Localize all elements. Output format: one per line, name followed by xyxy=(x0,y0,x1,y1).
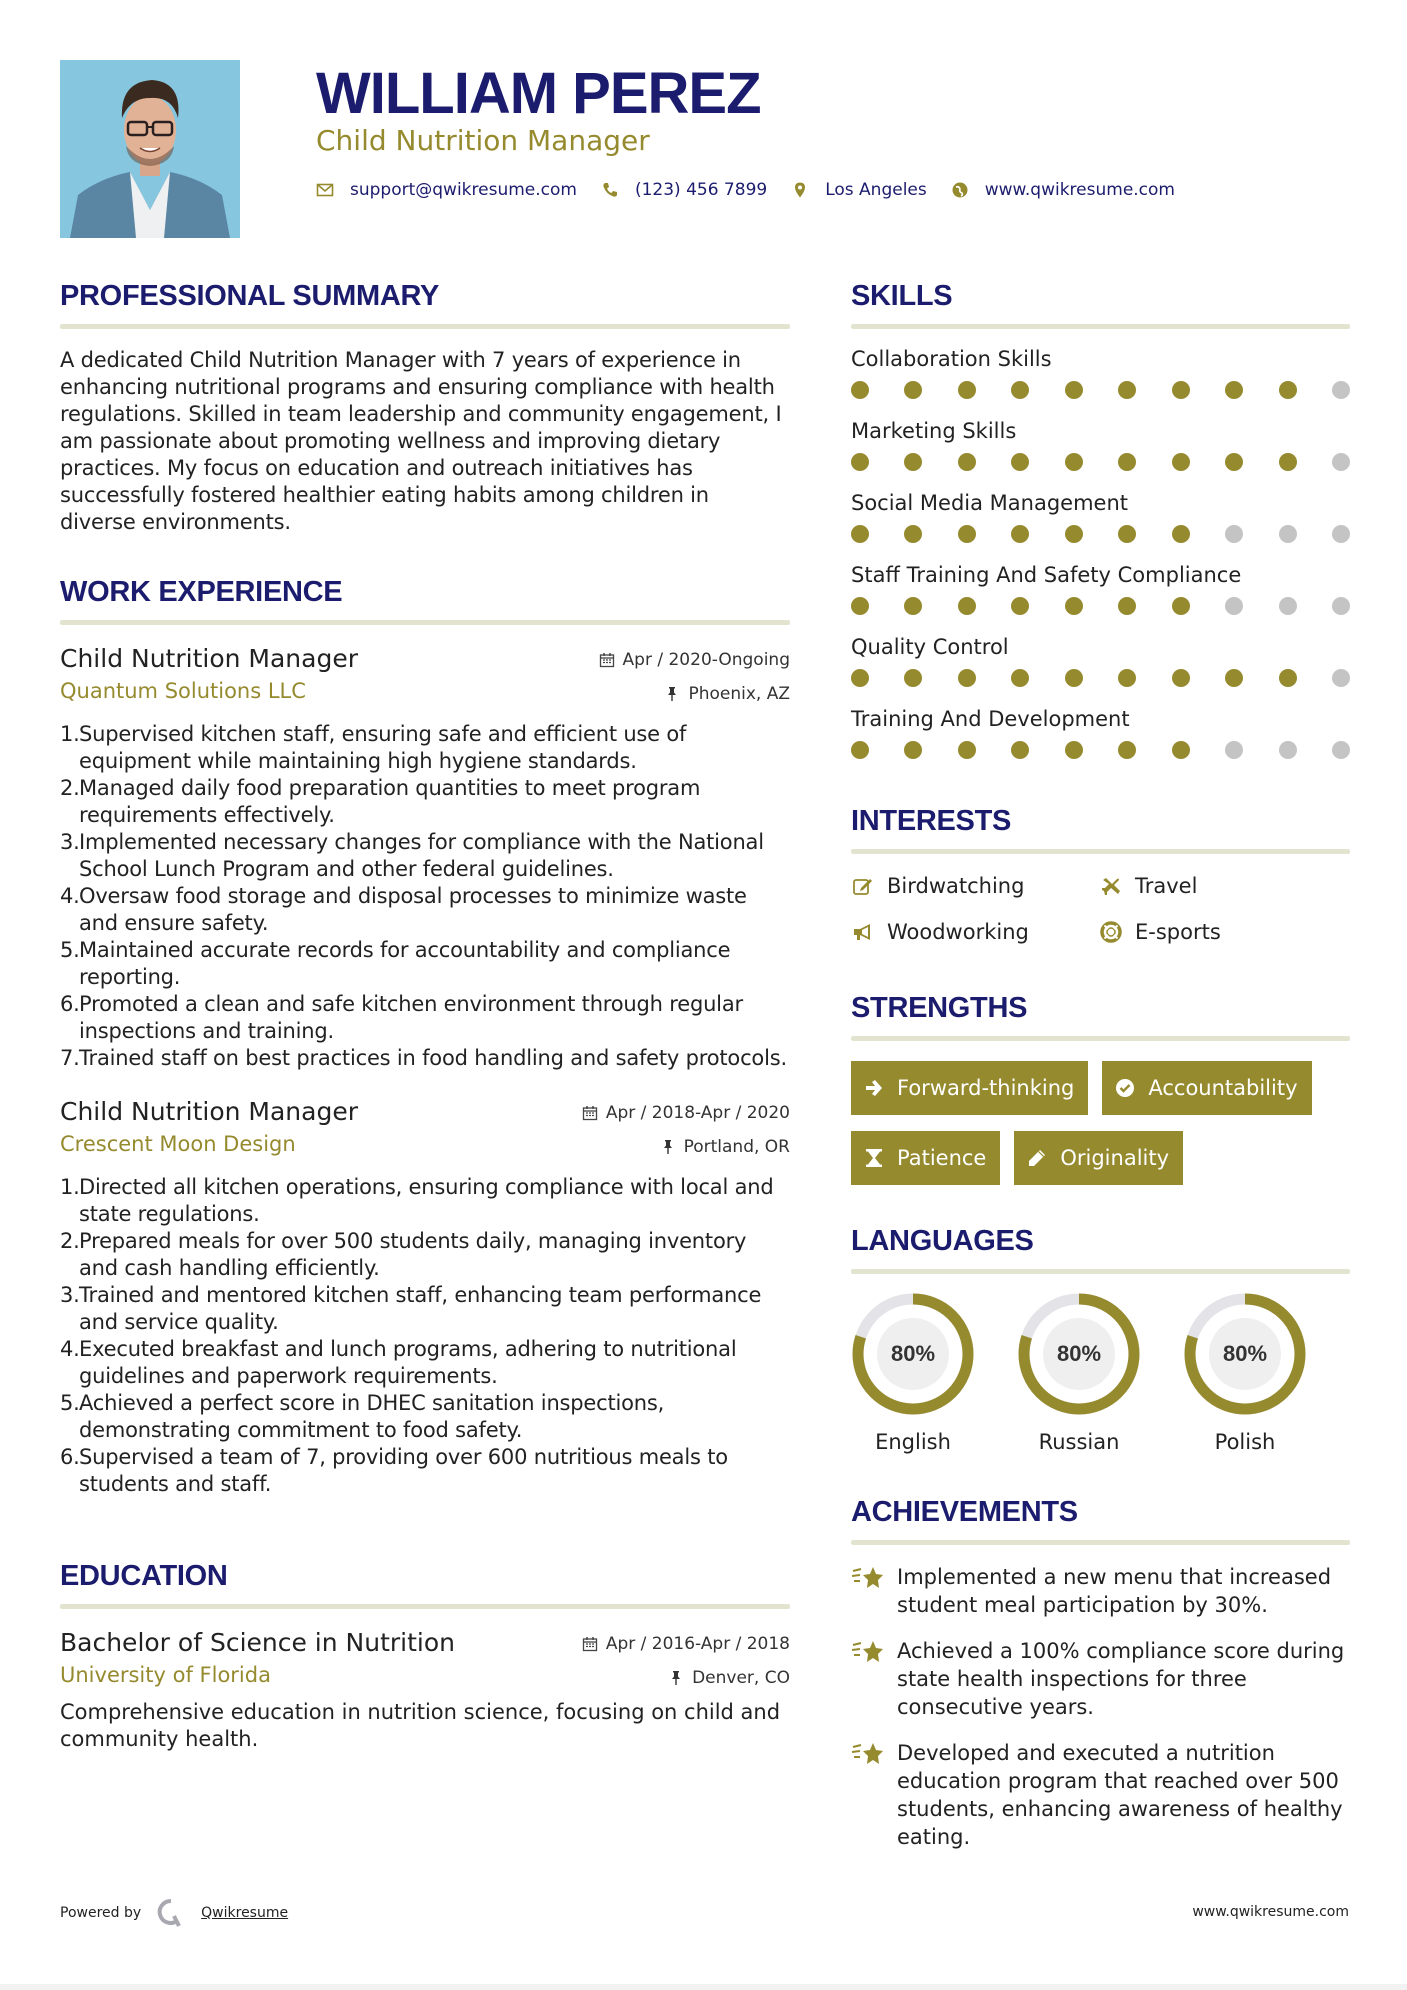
strength-badge: Forward-thinking xyxy=(851,1061,1088,1115)
pushpin-icon xyxy=(660,1139,676,1155)
hourglass-icon xyxy=(863,1147,885,1169)
section-heading: SKILLS xyxy=(851,280,953,312)
job-location: Phoenix, AZ xyxy=(688,684,790,704)
skill-item xyxy=(851,705,1350,759)
duty-item: 5. Maintained accurate records for accountability and compliance reporting. xyxy=(60,938,731,989)
achievement-item: Achieved a 100% compliance score during state health inspections for three consecutive years. xyxy=(851,1637,1350,1721)
rating-dot-filled xyxy=(1118,381,1136,399)
skill-item xyxy=(851,489,1350,543)
skill-name: Quality Control xyxy=(851,635,1009,659)
language-progress-ring xyxy=(1183,1292,1307,1416)
education-section xyxy=(60,1558,790,1753)
phone-icon xyxy=(601,181,619,199)
job-duties xyxy=(60,721,790,1072)
rating-dot-filled xyxy=(958,381,976,399)
plane-icon xyxy=(1099,874,1123,898)
email-text: support@qwikresume.com xyxy=(350,180,577,200)
language-item xyxy=(1183,1292,1349,1454)
duty-item: 5. Achieved a perfect score in DHEC sanitation inspections, demonstrating commitment to food safety. xyxy=(60,1391,665,1442)
skill-name: Collaboration Skills xyxy=(851,347,1052,371)
rating-dot-filled xyxy=(851,741,869,759)
contact-row xyxy=(316,180,1199,200)
strength-badge: Accountability xyxy=(1102,1061,1311,1115)
achievement-item: Developed and executed a nutrition education program that reached over 500 students, enhancing awareness of healthy eating. xyxy=(851,1739,1350,1851)
degree: Bachelor of Science in Nutrition xyxy=(60,1628,456,1657)
rating-dot-filled xyxy=(958,741,976,759)
rating-dot-filled xyxy=(1225,381,1243,399)
duty-item: 1. Supervised kitchen staff, ensuring safe and efficient use of equipment while maintaining high hygiene standards. xyxy=(60,722,687,773)
contact-email[interactable] xyxy=(316,180,577,200)
section-divider xyxy=(60,620,790,625)
rating-dot-filled xyxy=(1065,381,1083,399)
rating-dot-empty xyxy=(1225,525,1243,543)
education-description: Comprehensive education in nutrition science, focusing on child and community health. xyxy=(60,1700,781,1751)
skill-item xyxy=(851,417,1350,471)
rating-dot-empty xyxy=(1332,669,1350,687)
job-role: Child Nutrition Manager xyxy=(60,644,358,673)
rating-dot-filled xyxy=(1011,453,1029,471)
section-heading: LANGUAGES xyxy=(851,1225,1034,1257)
job-date: Apr / 2018-Apr / 2020 xyxy=(605,1103,790,1123)
rating-dot-filled xyxy=(1279,669,1297,687)
interest-item: E-sports xyxy=(1099,918,1339,946)
rating-dot-filled xyxy=(1011,741,1029,759)
rating-dot-empty xyxy=(1332,381,1350,399)
rating-dot-filled xyxy=(1011,597,1029,615)
achievement-item: Implemented a new menu that increased student meal participation by 30%. xyxy=(851,1563,1350,1619)
section-divider xyxy=(851,1036,1350,1041)
job-company: Crescent Moon Design xyxy=(60,1132,296,1156)
duty-item: 4. Executed breakfast and lunch programs, adhering to nutritional guidelines and paperwork requirements. xyxy=(60,1337,737,1388)
job-duties xyxy=(60,1174,790,1498)
strengths-section xyxy=(851,990,1350,1185)
rating-dot-empty xyxy=(1279,741,1297,759)
skill-rating xyxy=(851,741,1350,759)
envelope-icon xyxy=(316,181,334,199)
skill-item xyxy=(851,345,1350,399)
qwikresume-logo-icon xyxy=(157,1898,185,1928)
skill-name: Social Media Management xyxy=(851,491,1129,515)
duty-item: 6. Promoted a clean and safe kitchen environment through regular inspections and training. xyxy=(60,992,743,1043)
skill-item xyxy=(851,561,1350,615)
section-heading: EDUCATION xyxy=(60,1560,228,1592)
footer-website[interactable]: www.qwikresume.com xyxy=(1192,1904,1349,1920)
person-photo-icon xyxy=(60,60,240,238)
rating-dot-filled xyxy=(1065,741,1083,759)
duty-item: 3. Trained and mentored kitchen staff, enhancing team performance and service quality. xyxy=(60,1283,762,1334)
rating-dot-filled xyxy=(1172,381,1190,399)
duty-item: 4. Oversaw food storage and disposal processes to minimize waste and ensure safety. xyxy=(60,884,747,935)
edit-icon xyxy=(851,874,875,898)
right-column xyxy=(851,278,1350,1851)
language-progress-ring xyxy=(1017,1292,1141,1416)
rating-dot-filled xyxy=(958,525,976,543)
shooting-star-icon xyxy=(851,1637,885,1667)
rating-dot-filled xyxy=(851,597,869,615)
section-heading: INTERESTS xyxy=(851,805,1012,837)
skill-item xyxy=(851,633,1350,687)
skill-rating xyxy=(851,453,1350,471)
duty-item: 3. Implemented necessary changes for compliance with the National School Lunch Program and other federal guidelines. xyxy=(60,830,764,881)
rating-dot-filled xyxy=(851,669,869,687)
rating-dot-empty xyxy=(1332,453,1350,471)
phone-text: (123) 456 7899 xyxy=(634,180,768,200)
rating-dot-filled xyxy=(1118,741,1136,759)
rating-dot-filled xyxy=(1065,525,1083,543)
rating-dot-filled xyxy=(904,453,922,471)
rating-dot-filled xyxy=(1118,669,1136,687)
rating-dot-filled xyxy=(1279,453,1297,471)
pushpin-icon xyxy=(664,686,680,702)
shooting-star-icon xyxy=(851,1739,885,1769)
powered-by-text: Powered by xyxy=(60,1905,142,1921)
footer-powered-by xyxy=(60,1898,288,1928)
rating-dot-filled xyxy=(1279,381,1297,399)
rating-dot-empty xyxy=(1279,525,1297,543)
language-name: English xyxy=(875,1430,951,1454)
skill-rating xyxy=(851,381,1350,399)
rating-dot-empty xyxy=(1225,741,1243,759)
rating-dot-filled xyxy=(1118,453,1136,471)
rating-dot-filled xyxy=(1225,669,1243,687)
left-column xyxy=(60,278,790,1753)
rating-dot-filled xyxy=(851,381,869,399)
rating-dot-filled xyxy=(851,525,869,543)
skills-section xyxy=(851,278,1350,759)
rating-dot-empty xyxy=(1332,525,1350,543)
job-location: Portland, OR xyxy=(683,1137,790,1157)
map-marker-icon xyxy=(791,181,809,199)
section-divider xyxy=(60,324,790,329)
languages-section xyxy=(851,1223,1350,1454)
language-name: Russian xyxy=(1038,1430,1120,1454)
language-item xyxy=(1017,1292,1183,1454)
section-heading: ACHIEVEMENTS xyxy=(851,1496,1078,1528)
education-location: Denver, CO xyxy=(692,1668,790,1688)
section-divider xyxy=(851,324,1350,329)
duty-item: 2. Prepared meals for over 500 students daily, managing inventory and cash handling efficiently. xyxy=(60,1229,747,1280)
job-entry xyxy=(60,1096,790,1498)
skill-name: Marketing Skills xyxy=(851,419,1017,443)
duty-item: 1. Directed all kitchen operations, ensuring compliance with local and state regulations. xyxy=(60,1175,774,1226)
skill-rating xyxy=(851,525,1350,543)
language-name: Polish xyxy=(1214,1430,1276,1454)
job-company: Quantum Solutions LLC xyxy=(60,679,306,703)
rating-dot-filled xyxy=(958,597,976,615)
job-date: Apr / 2020-Ongoing xyxy=(622,650,790,670)
language-percent: 80% xyxy=(1222,1341,1268,1366)
section-heading: STRENGTHS xyxy=(851,992,1028,1024)
education-date: Apr / 2016-Apr / 2018 xyxy=(605,1634,790,1654)
summary-section xyxy=(60,278,790,536)
candidate-title: Child Nutrition Manager xyxy=(316,124,650,157)
rating-dot-filled xyxy=(1118,597,1136,615)
location-text: Los Angeles xyxy=(825,180,927,200)
section-divider xyxy=(851,849,1350,854)
rating-dot-filled xyxy=(1065,597,1083,615)
section-heading: PROFESSIONAL SUMMARY xyxy=(60,280,440,312)
skill-name: Training And Development xyxy=(851,707,1130,731)
rating-dot-filled xyxy=(904,669,922,687)
rating-dot-filled xyxy=(1172,453,1190,471)
rating-dot-filled xyxy=(1172,741,1190,759)
calendar-icon xyxy=(599,652,615,668)
calendar-icon xyxy=(582,1636,598,1652)
section-divider xyxy=(851,1540,1350,1545)
duty-item: 2. Managed daily food preparation quantities to meet program requirements effectively. xyxy=(60,776,701,827)
interest-item: Travel xyxy=(1099,872,1339,900)
skill-rating xyxy=(851,669,1350,687)
summary-text: A dedicated Child Nutrition Manager with 7 years of experience in enhancing nutritional programs and ensuring compliance with health regulations. Skilled in team leadership and community engagement, I am passionate about promoting wellness and improving dietary practices. My focus on education and outreach initiatives has successfully fostered healthier eating habits among children in diverse environments. xyxy=(60,348,782,534)
interests-section xyxy=(851,803,1350,946)
section-heading: WORK EXPERIENCE xyxy=(60,576,343,608)
life-ring-icon xyxy=(1099,920,1123,944)
skill-name: Staff Training And Safety Compliance xyxy=(851,563,1242,587)
language-progress-ring xyxy=(851,1292,975,1416)
rating-dot-empty xyxy=(1279,597,1297,615)
rating-dot-filled xyxy=(958,669,976,687)
rating-dot-filled xyxy=(904,597,922,615)
job-role: Child Nutrition Manager xyxy=(60,1097,358,1126)
rating-dot-filled xyxy=(904,741,922,759)
pencil-icon xyxy=(1026,1147,1048,1169)
language-percent: 80% xyxy=(1056,1341,1102,1366)
qwikresume-link[interactable]: Qwikresume xyxy=(201,1905,289,1921)
language-item xyxy=(851,1292,1017,1454)
rating-dot-empty xyxy=(1332,741,1350,759)
interest-item: Woodworking xyxy=(851,918,1099,946)
achievements-section xyxy=(851,1494,1350,1851)
shooting-star-icon xyxy=(851,1563,885,1593)
rating-dot-filled xyxy=(1011,381,1029,399)
rating-dot-filled xyxy=(1225,453,1243,471)
school: University of Florida xyxy=(60,1663,271,1687)
strength-badge: Patience xyxy=(851,1131,1000,1185)
rating-dot-filled xyxy=(1011,525,1029,543)
website-text: www.qwikresume.com xyxy=(984,180,1175,200)
rating-dot-filled xyxy=(1011,669,1029,687)
rating-dot-filled xyxy=(851,453,869,471)
calendar-icon xyxy=(582,1105,598,1121)
contact-phone[interactable] xyxy=(601,180,767,200)
contact-location xyxy=(791,180,927,200)
rating-dot-empty xyxy=(1225,597,1243,615)
rating-dot-filled xyxy=(1065,453,1083,471)
rating-dot-filled xyxy=(1172,597,1190,615)
rating-dot-filled xyxy=(1172,525,1190,543)
candidate-name: WILLIAM PEREZ xyxy=(316,61,761,126)
page-bottom-band xyxy=(0,1984,1407,1990)
education-entry xyxy=(60,1627,790,1753)
rating-dot-filled xyxy=(904,381,922,399)
duty-item: 6. Supervised a team of 7, providing over 600 nutritious meals to students and staff. xyxy=(60,1445,728,1496)
rating-dot-empty xyxy=(1332,597,1350,615)
job-entry xyxy=(60,643,790,1072)
rating-dot-filled xyxy=(1065,669,1083,687)
strength-badge: Originality xyxy=(1014,1131,1183,1185)
experience-section xyxy=(60,574,790,1498)
contact-website[interactable] xyxy=(951,180,1175,200)
rating-dot-filled xyxy=(1118,525,1136,543)
duty-item: 7. Trained staff on best practices in food handling and safety protocols. xyxy=(60,1046,787,1070)
section-divider xyxy=(60,1604,790,1609)
section-divider xyxy=(851,1269,1350,1274)
arrow-right-icon xyxy=(863,1077,885,1099)
globe-icon xyxy=(951,181,969,199)
rating-dot-filled xyxy=(1172,669,1190,687)
language-percent: 80% xyxy=(890,1341,936,1366)
bullhorn-icon xyxy=(851,920,875,944)
pushpin-icon xyxy=(668,1670,684,1686)
rating-dot-filled xyxy=(904,525,922,543)
rating-dot-filled xyxy=(958,453,976,471)
interest-item: Birdwatching xyxy=(851,872,1099,900)
profile-photo xyxy=(60,60,240,238)
check-circle-icon xyxy=(1114,1077,1136,1099)
skill-rating xyxy=(851,597,1350,615)
